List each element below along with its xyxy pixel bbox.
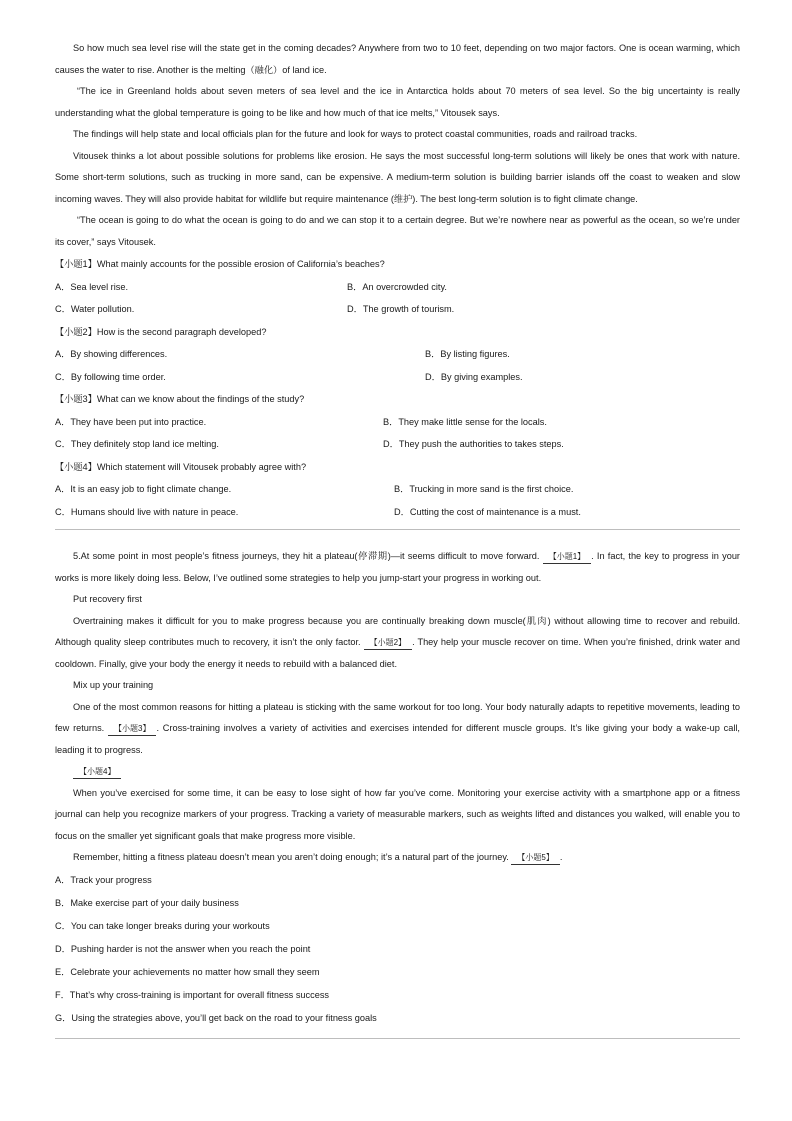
- options-row: [55, 298, 740, 321]
- question-stem: 【小题1】What mainly accounts for the possible erosion of California’s beaches?: [55, 259, 385, 269]
- question-stem: 【小题2】How is the second paragraph developed?: [55, 326, 267, 337]
- option-d[interactable]: D．By giving examples.: [425, 371, 523, 382]
- subheading-training: Mix up your training: [73, 680, 154, 690]
- paragraph-5: “The ocean is going to do what the ocean is going to do and we can stop it to a certain degree. But we’re nowhere near as powerful as the ocean, so we’re under its cover,” says Vitousek.: [55, 215, 740, 247]
- document-page: [55, 38, 740, 1039]
- subheading-recovery: Put recovery first: [73, 594, 142, 604]
- section-divider: [55, 529, 740, 530]
- question-1: [55, 253, 740, 321]
- option-b[interactable]: B．They make little sense for the locals.: [383, 416, 547, 427]
- passage-two: [55, 546, 740, 1030]
- option-a[interactable]: A．They have been put into practice.: [55, 416, 207, 427]
- option-c[interactable]: C．Humans should live with nature in peace.: [55, 506, 239, 517]
- question-3: [55, 388, 740, 456]
- section-divider: [55, 1038, 740, 1039]
- option-d[interactable]: D．Cutting the cost of maintenance is a must.: [394, 506, 581, 517]
- option-a[interactable]: A．Sea level rise.: [55, 281, 129, 292]
- options-row: [55, 501, 740, 524]
- option-f[interactable]: F．That’s why cross-training is important for overall fitness success: [55, 989, 330, 1000]
- answer-blank-2[interactable]: 【小题2】: [364, 637, 412, 650]
- option-d[interactable]: D．Pushing harder is not the answer when you reach the point: [55, 943, 311, 954]
- answer-blank-5[interactable]: 【小题5】: [511, 852, 559, 865]
- question-stem: 【小题4】Which statement will Vitousek probably agree with?: [55, 461, 307, 472]
- paragraph-training: One of the most common reasons for hitting a plateau is sticking with the same workout for too long. Your body naturally adapts to repetitive movements, leading to few returns. 【小题3】 . Cross-training involves a variety of activities and exercises intended for different muscle groups. It’s like giving your body a wake-up call, leading it to progress.: [55, 701, 740, 755]
- options-row: [55, 366, 740, 389]
- option-c[interactable]: C．By following time order.: [55, 371, 166, 382]
- paragraph-3: The findings will help state and local officials plan for the future and look for ways to protect coastal communities, roads and railroad tracks.: [73, 129, 638, 139]
- option-b[interactable]: B．Make exercise part of your daily business: [55, 897, 239, 908]
- options-list: [55, 869, 740, 1030]
- options-row: [55, 411, 740, 434]
- paragraph-4: Vitousek thinks a lot about possible solutions for problems like erosion. He says the most successful long-term solutions will likely be ones that work with nature. Some short-term solutions, such as trucking in more sand, can be expensive. A medium-term solution is building barrier islands off the coast to weaken and slow incoming waves. They will also provide habitat for wildlife but require maintenance (维护). The best long-term solution is to fight climate change.: [55, 150, 740, 204]
- options-row: [55, 433, 740, 456]
- paragraph-recovery: Overtraining makes it difficult for you to make progress because you are continually breaking down muscle(肌肉) without allowing time to recover and rebuild. Although quality sleep contributes much to recovery, it isn’t the only factor. 【小题2】 . They help your muscle recover on time. When you’re finished, drink water and cooldown. Finally, give your body the energy it needs to rebuild with a balanced diet.: [55, 615, 740, 669]
- option-b[interactable]: B．By listing figures.: [425, 349, 510, 359]
- option-g[interactable]: G．Using the strategies above, you’ll get back on the road to your fitness goals: [55, 1012, 377, 1023]
- answer-blank-4[interactable]: 【小题4】: [73, 766, 121, 779]
- option-c[interactable]: C．Water pollution.: [55, 304, 135, 314]
- paragraph-1: So how much sea level rise will the state get in the coming decades? Anywhere from two to 10 feet, depending on two major factors. One is ocean warming, which causes the water to rise. Another is the melting（融化）of land ice.: [55, 43, 740, 75]
- option-b[interactable]: B．Trucking in more sand is the first choice.: [394, 484, 574, 494]
- paragraph-intro: 5.At some point in most people’s fitness journeys, they hit a plateau(停滞期)—it seems difficult to move forward. 【小题1】 . In fact, the key to progress in your works is more likely doing less. Below, I’ve outlined some strategies to help you jump-start your progress in working out.: [55, 551, 740, 583]
- option-a[interactable]: A．Track your progress: [55, 874, 152, 885]
- option-b[interactable]: B．An overcrowded city.: [347, 281, 447, 292]
- answer-blank-1[interactable]: 【小题1】: [543, 551, 591, 564]
- question-2: [55, 321, 740, 389]
- option-d[interactable]: D．The growth of tourism.: [347, 304, 455, 314]
- paragraph-2: “The ice in Greenland holds about seven meters of sea level and the ice in Antarctica holds about 70 meters of sea level. So the big uncertainty is really understanding what the global temperature is going to be like and how much of that ice melts,” Vitousek says.: [55, 86, 740, 118]
- option-a[interactable]: A．It is an easy job to fight climate change.: [55, 484, 232, 494]
- question-4: [55, 456, 740, 524]
- answer-blank-3[interactable]: 【小题3】: [108, 723, 156, 736]
- option-c[interactable]: C．They definitely stop land ice melting.: [55, 439, 219, 449]
- question-stem: 【小题3】What can we know about the findings of the study?: [55, 394, 305, 404]
- option-e[interactable]: E．Celebrate your achievements no matter how small they seem: [55, 966, 320, 977]
- option-d[interactable]: D．They push the authorities to takes steps.: [383, 439, 564, 449]
- options-row: [55, 478, 740, 501]
- options-row: [55, 343, 740, 366]
- heading-blank-row: [55, 761, 740, 783]
- paragraph-conclusion: Remember, hitting a fitness plateau doesn’t mean you aren’t doing enough; it’s a natural part of the journey. 【小题5】 .: [55, 847, 740, 869]
- option-a[interactable]: A．By showing differences.: [55, 349, 168, 359]
- paragraph-progress: When you’ve exercised for some time, it can be easy to lose sight of how far you’ve come. Monitoring your exercise activity with a smartphone app or a fitness journal can help you recognize markers of your progress. Tracking a variety of measurable markers, such as weights lifted and distances you walked, will enable you to focus on the smaller yet significant goals that make progress more visible.: [55, 787, 740, 841]
- options-row: [55, 276, 740, 299]
- passage-one: [55, 38, 740, 523]
- option-c[interactable]: C．You can take longer breaks during your workouts: [55, 920, 270, 931]
